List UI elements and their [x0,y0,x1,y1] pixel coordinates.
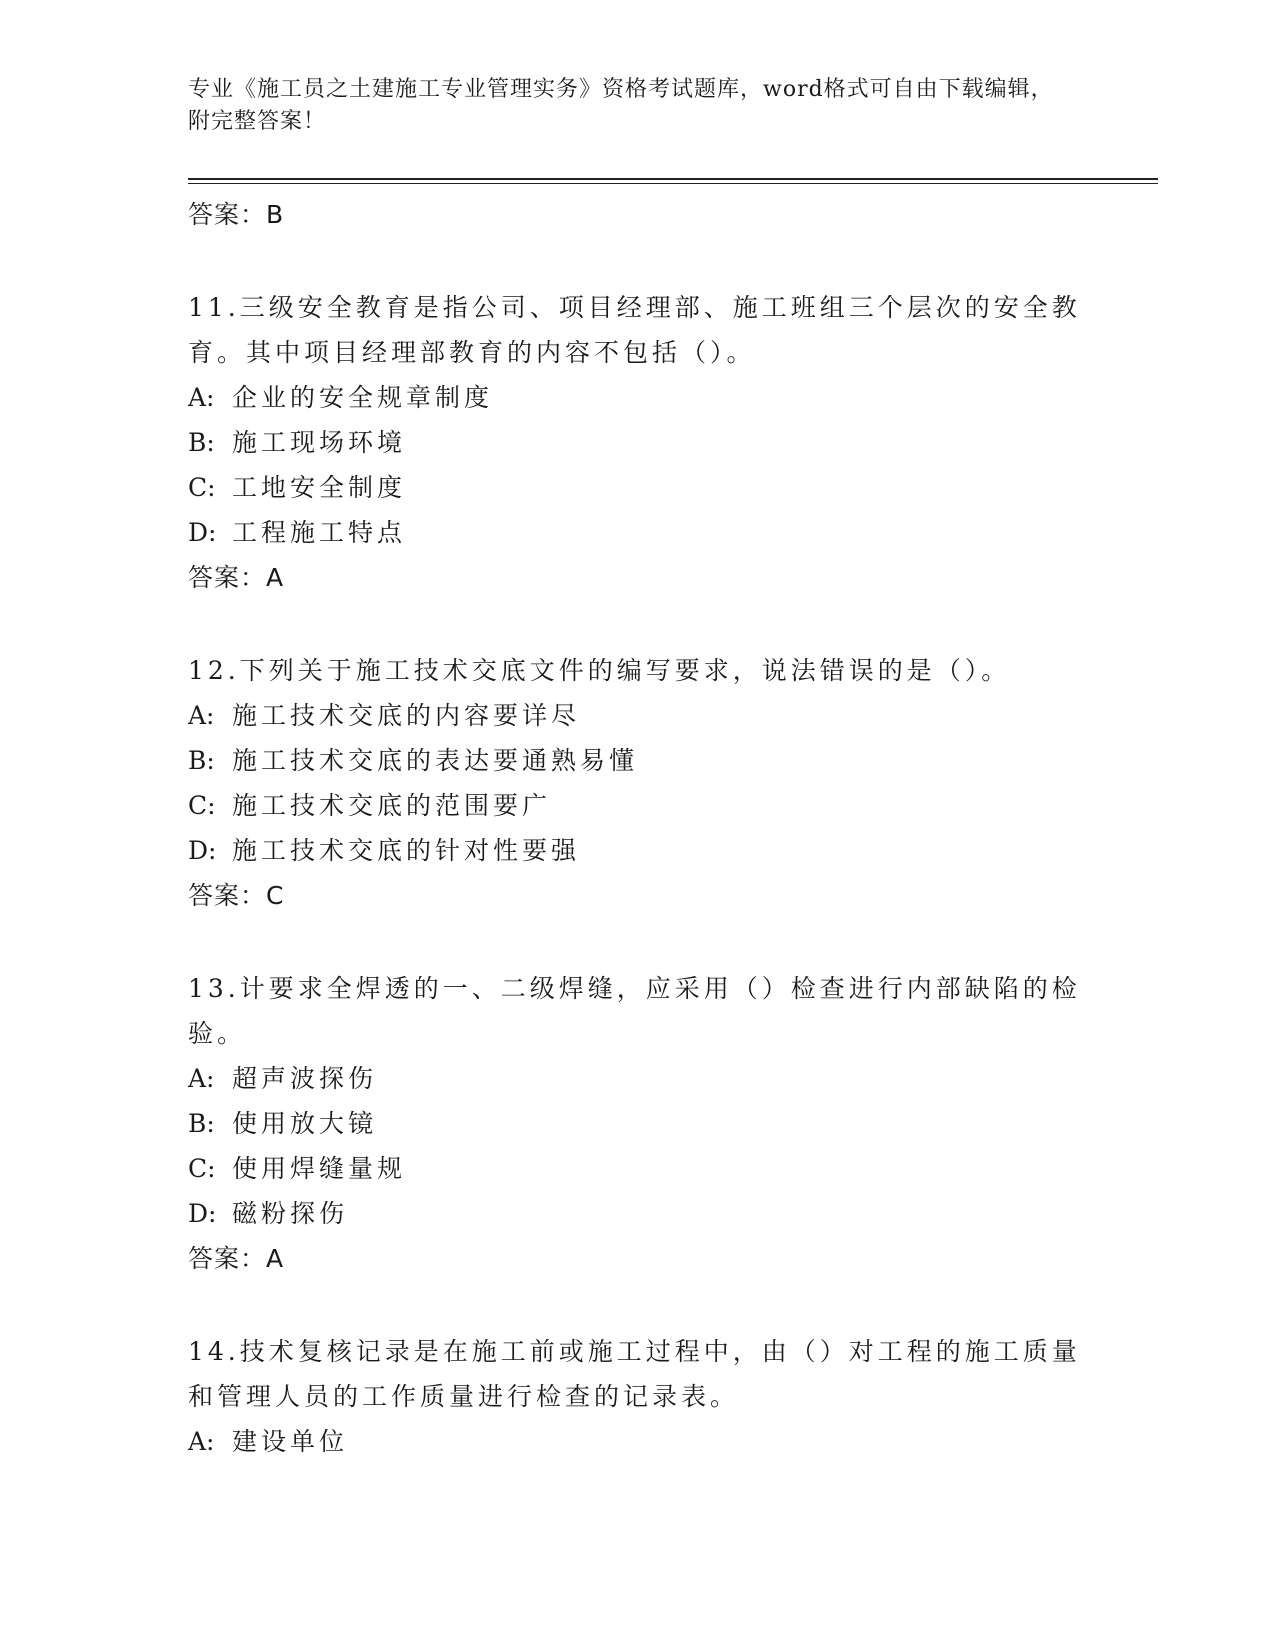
question-14 [188,1329,1088,1464]
option-key: A: [188,1064,215,1093]
option-key: B: [188,1109,215,1138]
option-text: 企业的安全规章制度 [232,383,494,412]
option-d [188,1191,1088,1236]
header-rule-thin [188,183,1158,184]
option-text: 施工技术交底的表达要通熟易懂 [232,746,639,775]
option-key: D: [188,836,217,865]
document-header: 专业《施工员之土建施工专业管理实务》资格考试题库，word格式可自由下载编辑，附完整答案！ [188,77,1054,134]
option-key: D: [188,518,217,547]
option-b [188,420,1088,465]
option-d [188,828,1088,873]
option-text: 施工技术交底的内容要详尽 [232,701,581,730]
option-d [188,510,1088,555]
option-c [188,783,1088,828]
option-a [188,375,1088,420]
option-text: 超声波探伤 [232,1064,378,1093]
option-text: 工地安全制度 [232,473,407,502]
option-b [188,1101,1088,1146]
option-c [188,1146,1088,1191]
option-key: C: [188,791,216,820]
option-a [188,1419,1088,1464]
option-b [188,738,1088,783]
option-key: C: [188,1154,216,1183]
option-text: 建设单位 [232,1427,349,1456]
question-11 [188,285,1088,601]
option-text: 施工技术交底的范围要广 [232,791,552,820]
option-text: 施工技术交底的针对性要强 [232,836,581,865]
option-text: 磁粉探伤 [232,1199,349,1228]
answer-line: 答案：C [188,881,285,910]
question-text: 11.三级安全教育是指公司、项目经理部、施工班组三个层次的安全教育。其中项目经理部教育的内容不包括（）。 [188,293,1081,367]
question-text: 13.计要求全焊透的一、二级焊缝，应采用（）检查进行内部缺陷的检验。 [188,974,1081,1048]
option-key: A: [188,1427,215,1456]
question-text: 14.技术复核记录是在施工前或施工过程中，由（）对工程的施工质量和管理人员的工作质量进行检查的记录表。 [188,1337,1081,1411]
option-key: D: [188,1199,217,1228]
option-c [188,465,1088,510]
answer-line: 答案：B [188,200,285,229]
header-rule-thick [188,178,1158,180]
question-list [188,192,1088,1464]
option-key: C: [188,473,216,502]
option-key: A: [188,701,215,730]
question-text: 12.下列关于施工技术交底文件的编写要求，说法错误的是（）。 [188,656,1011,685]
answer-line: 答案：A [188,563,285,592]
question-12 [188,648,1088,919]
option-key: B: [188,428,215,457]
option-key: A: [188,383,215,412]
option-a [188,1056,1088,1101]
question-13 [188,966,1088,1282]
option-text: 施工现场环境 [232,428,407,457]
option-a [188,693,1088,738]
answer-line: 答案：A [188,1244,285,1273]
option-text: 工程施工特点 [232,518,407,547]
option-key: B: [188,746,215,775]
option-text: 使用焊缝量规 [232,1154,407,1183]
option-text: 使用放大镜 [232,1109,378,1138]
